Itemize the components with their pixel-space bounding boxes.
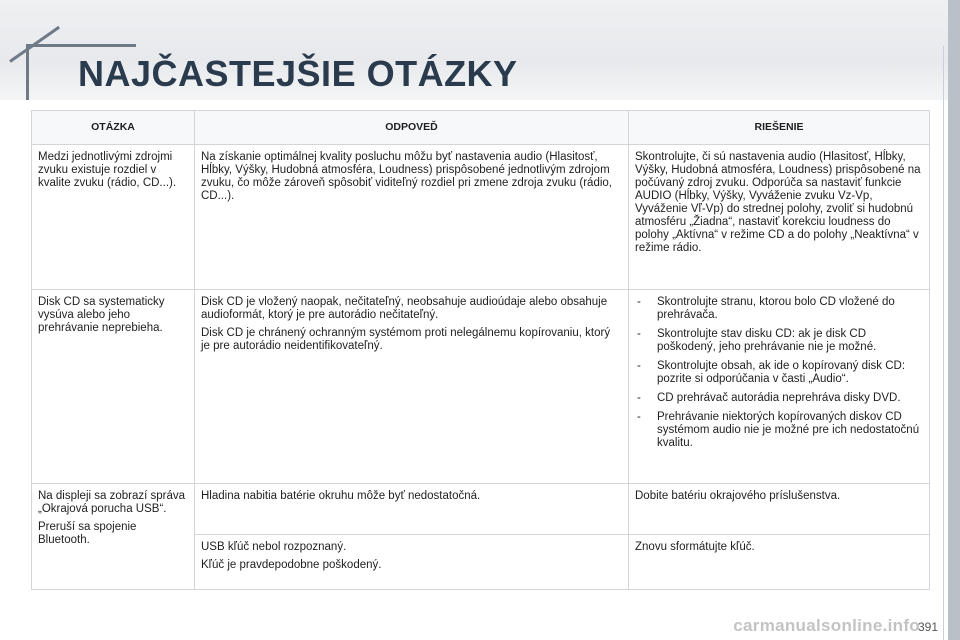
question-cell [32, 145, 195, 290]
solution-list-item: - Skontrolujte stranu, ktorou bolo CD vložené do prehrávača. [635, 296, 923, 322]
table-row [32, 145, 930, 290]
answer-text: USB kľúč nebol rozpoznaný. [201, 541, 347, 553]
answer-text: Disk CD je chránený ochranným systémom proti nelegálnemu kopírovaniu, ktorý je pre autorádio neidentifikovateľný. [201, 327, 611, 352]
solution-text: Skontrolujte, či sú nastavenia audio (Hlasitosť, Hĺbky, Výšky, Hudobná atmosféra, Loudness) prispôsobené na počúvaný zdroj zvuku. Odporúča sa nastaviť funkcie AUDIO (Hĺbky, Výšky, Vyváženie zvuku Vz-Vp, Vyváženie Vľ-Vp) do strednej polohy, zvoliť si hudobnú atmosféru „Žiadna“, nastaviť korekciu loudness do polohy „Aktívna“ v režime CD a do polohy „Neaktívna“ v režime rádio. [635, 151, 921, 254]
answer-text: Kľúč je pravdepodobne poškodený. [201, 559, 382, 571]
answer-cell [195, 484, 629, 535]
solution-cell [629, 290, 930, 484]
solution-cell [629, 484, 930, 535]
header-answer: ODPOVEĎ [195, 111, 629, 145]
question-cell [32, 290, 195, 484]
answer-cell [195, 290, 629, 484]
answer-text: Hladina nabitia batérie okruhu môže byť nedostatočná. [201, 490, 481, 502]
solution-list [635, 296, 923, 450]
question-text: Preruší sa spojenie Bluetooth. [38, 521, 137, 546]
answer-text: Disk CD je vložený naopak, nečitateľný, neobsahuje audioúdaje alebo obsahuje audioformát, ktorý je pre autorádio nečitateľný. [201, 296, 608, 321]
page-number: 391 [917, 620, 938, 634]
question-text: Disk CD sa systematicky vysúva alebo jeho prehrávanie neprebieha. [38, 296, 165, 334]
watermark: carmanualsonline.info [733, 616, 920, 635]
solution-cell [629, 535, 930, 590]
header-question: OTÁZKA [32, 111, 195, 145]
faq-table [31, 110, 930, 590]
solution-text: Dobite batériu okrajového príslušenstva. [635, 490, 841, 502]
table-row [32, 290, 930, 484]
solution-list-item: - Skontrolujte stav disku CD: ak je disk CD poškodený, jeho prehrávanie nie je možné. [635, 328, 923, 354]
question-text: Na displeji sa zobrazí správa „Okrajová porucha USB“. [38, 490, 186, 515]
question-text: Medzi jednotlivými zdrojmi zvuku existuje rozdiel v kvalite zvuku (rádio, CD...). [38, 151, 177, 189]
table-header-row [32, 111, 930, 145]
solution-list-item: - CD prehrávač autorádia neprehráva disky DVD. [635, 392, 923, 405]
answer-cell [195, 145, 629, 290]
right-margin-line [943, 46, 944, 640]
answer-text: Na získanie optimálnej kvality posluchu môžu byť nastavenia audio (Hlasitosť, Hĺbky, Výšky, Hudobná atmosféra, Loudness) prispôsobené jednotlivým zdrojom zvuku, čo môže zároveň spôsobiť viditeľný rozdiel pri zmene zdroja zvuku (rádio, CD...). [201, 151, 612, 202]
page-title: NAJČASTEJŠIE OTÁZKY [78, 53, 518, 94]
question-cell [32, 484, 195, 590]
answer-cell [195, 535, 629, 590]
table-row [32, 484, 930, 535]
solution-list-item: - Skontrolujte obsah, ak ide o kopírovaný disk CD: pozrite si odporúčania v časti „Audio“. [635, 360, 923, 386]
right-side-bar [948, 0, 960, 640]
solution-text: Znovu sformátujte kľúč. [635, 541, 755, 553]
solution-list-item: - Prehrávanie niektorých kopírovaných diskov CD systémom audio nie je možné pre ich nedostatočnú kvalitu. [635, 411, 923, 450]
solution-cell [629, 145, 930, 290]
header-solution: RIEŠENIE [629, 111, 930, 145]
